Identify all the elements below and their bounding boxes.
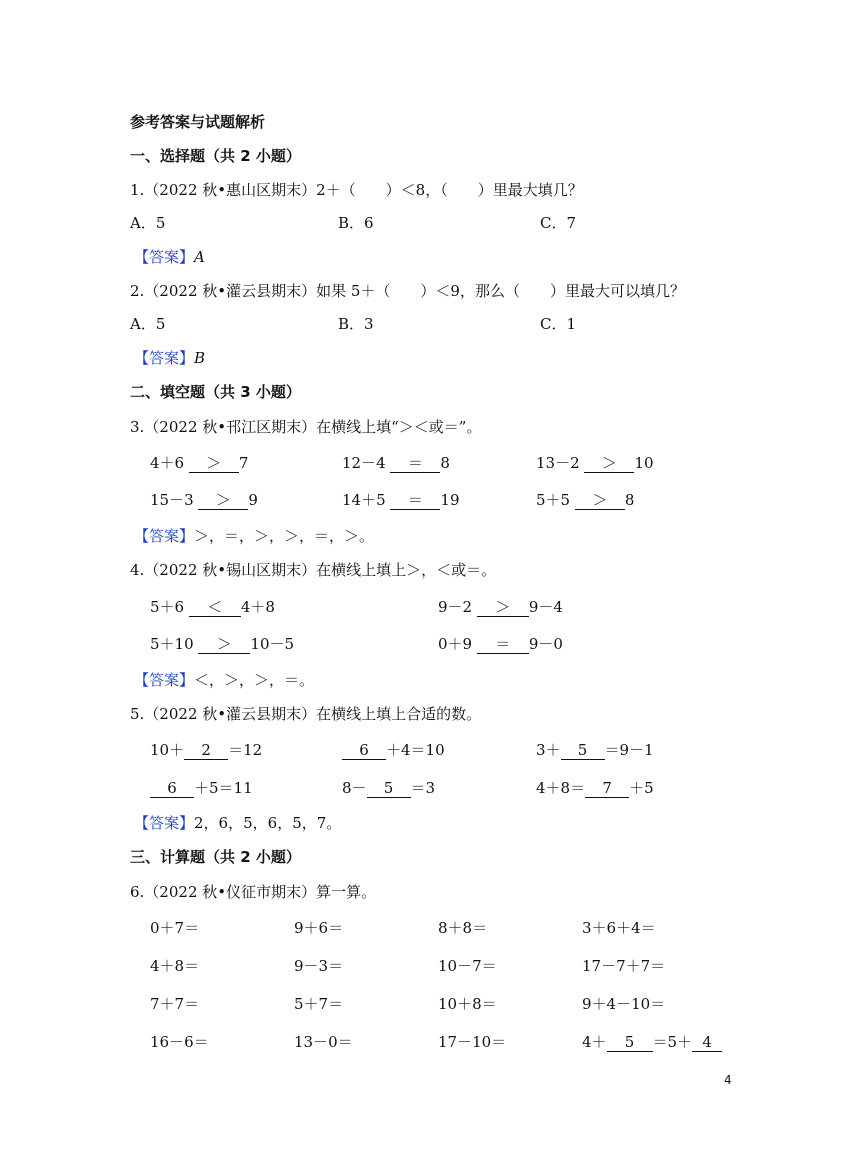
answer-value: ＜，＞，＞，＝。 bbox=[194, 671, 315, 689]
q3-answer bbox=[134, 526, 374, 546]
q3-item bbox=[150, 490, 258, 510]
q3-item bbox=[536, 490, 634, 510]
expr-right: 9－0 bbox=[528, 635, 563, 653]
answer-value: ＞，＝，＞，＞，＝，＞。 bbox=[194, 527, 375, 545]
answer-value: 2，6，5，6，5，7。 bbox=[194, 814, 342, 832]
answer-blank: 6 bbox=[342, 741, 386, 760]
expr-right: ＋5＝11 bbox=[194, 779, 253, 797]
expr-mid: ＝5＋ bbox=[652, 1033, 693, 1051]
calc-item: 9－3＝ bbox=[294, 957, 344, 975]
expr-left: 13－2 bbox=[536, 454, 585, 472]
calc-item: 10＋8＝ bbox=[438, 995, 497, 1013]
calc-item: 17－7＋7＝ bbox=[582, 957, 666, 975]
expr-right: ＋5 bbox=[629, 779, 654, 797]
expr-right: ＝12 bbox=[228, 741, 263, 759]
answer-blank: ＝ bbox=[477, 635, 529, 654]
q1-option-b: B．6 bbox=[338, 214, 374, 232]
q1-option-c: C．7 bbox=[540, 214, 577, 232]
answer-blank: ＝ bbox=[390, 454, 440, 473]
calc-item: 10－7＝ bbox=[438, 957, 497, 975]
expr-right: 7 bbox=[238, 454, 249, 472]
question-1-stem: 1.（2022 秋•惠山区期末）2＋（ ）＜8，（ ）里最大填几？ bbox=[130, 181, 583, 199]
expr-right: 8 bbox=[440, 454, 450, 472]
expr-right: 10－5 bbox=[250, 635, 295, 653]
expr-right: 10 bbox=[634, 454, 654, 472]
answer-blank: 5 bbox=[367, 779, 411, 798]
q4-answer bbox=[134, 670, 314, 690]
answer-blank: 6 bbox=[150, 779, 194, 798]
answer-blank: ＞ bbox=[198, 635, 250, 654]
calc-item: 7＋7＝ bbox=[150, 995, 200, 1013]
expr-right: 8 bbox=[624, 491, 635, 509]
page-number: 4 bbox=[724, 1073, 732, 1087]
q5-item bbox=[342, 740, 445, 760]
answer-tag: 【答案】 bbox=[134, 527, 195, 545]
expr-left: 5＋10 bbox=[150, 635, 199, 653]
answer-tag: 【答案】 bbox=[134, 248, 195, 266]
expr-right: ＝9－1 bbox=[604, 741, 654, 759]
answer-blank: 5 bbox=[561, 741, 605, 760]
q4-item bbox=[150, 597, 275, 617]
q2-option-b: B．3 bbox=[338, 315, 374, 333]
expr-left: 5＋5 bbox=[536, 491, 575, 509]
q3-item bbox=[536, 453, 654, 473]
answer-tag: 【答案】 bbox=[134, 671, 195, 689]
q3-item bbox=[342, 490, 460, 510]
expr-left: 0＋9 bbox=[438, 635, 477, 653]
q4-item bbox=[438, 634, 563, 654]
answer-value: B bbox=[194, 349, 206, 367]
answer-blank: ＞ bbox=[584, 454, 634, 473]
q5-item bbox=[536, 778, 654, 798]
q2-answer bbox=[134, 348, 205, 368]
q5-item bbox=[150, 778, 253, 798]
expr-left: 4＋6 bbox=[150, 454, 189, 472]
answer-blank: 7 bbox=[585, 779, 629, 798]
calc-item-fill bbox=[582, 1032, 722, 1052]
expr-right: ＝3 bbox=[410, 779, 436, 797]
expr-left: 8－ bbox=[342, 779, 367, 797]
calc-item: 8＋8＝ bbox=[438, 919, 488, 937]
calc-item: 13－0＝ bbox=[294, 1033, 353, 1051]
q2-option-a: A．5 bbox=[130, 315, 166, 333]
answer-tag: 【答案】 bbox=[134, 349, 195, 367]
calc-item: 16－6＝ bbox=[150, 1033, 209, 1051]
answer-blank: 5 bbox=[607, 1033, 653, 1052]
expr-left: 5＋6 bbox=[150, 598, 189, 616]
section-heading-choice: 一、选择题（共 2 小题） bbox=[130, 147, 301, 165]
expr-left: 14＋5 bbox=[342, 491, 391, 509]
q5-item bbox=[150, 740, 262, 760]
q1-answer bbox=[134, 247, 205, 267]
expr-left: 12－4 bbox=[342, 454, 391, 472]
q2-option-c: C．1 bbox=[540, 315, 577, 333]
q5-answer bbox=[134, 813, 341, 833]
answer-blank: ＜ bbox=[189, 598, 241, 617]
calc-item: 9＋6＝ bbox=[294, 919, 344, 937]
q1-option-a: A．5 bbox=[130, 214, 166, 232]
expr-left: 4＋ bbox=[582, 1033, 607, 1051]
answer-blank: ＞ bbox=[575, 491, 625, 510]
q5-item bbox=[536, 740, 654, 760]
expr-right: 4＋8 bbox=[240, 598, 275, 616]
section-heading-fill: 二、填空题（共 3 小题） bbox=[130, 383, 301, 401]
expr-right: 9 bbox=[248, 491, 258, 509]
question-3-stem: 3.（2022 秋•邗江区期末）在横线上填“＞＜或＝”。 bbox=[130, 418, 482, 436]
expr-left: 10＋ bbox=[150, 741, 185, 759]
calc-item: 4＋8＝ bbox=[150, 957, 200, 975]
q5-item bbox=[342, 778, 435, 798]
expr-left: 3＋ bbox=[536, 741, 561, 759]
answer-blank: ＞ bbox=[477, 598, 529, 617]
expr-right: 9－4 bbox=[528, 598, 563, 616]
q3-item bbox=[150, 453, 248, 473]
q4-item bbox=[438, 597, 563, 617]
expr-left: 4＋8＝ bbox=[536, 779, 586, 797]
calc-item: 3＋6＋4＝ bbox=[582, 919, 656, 937]
calc-item: 9＋4－10＝ bbox=[582, 995, 666, 1013]
answer-tag: 【答案】 bbox=[134, 814, 195, 832]
question-2-stem: 2.（2022 秋•灌云县期末）如果 5＋（ ）＜9，那么（ ）里最大可以填几？ bbox=[130, 282, 685, 300]
q3-item bbox=[342, 453, 450, 473]
answer-blank: ＞ bbox=[198, 491, 248, 510]
expr-right: 19 bbox=[440, 491, 460, 509]
answer-blank: ＞ bbox=[189, 454, 239, 473]
section-heading-calc: 三、计算题（共 2 小题） bbox=[130, 848, 301, 866]
q4-item bbox=[150, 634, 294, 654]
calc-item: 5＋7＝ bbox=[294, 995, 344, 1013]
calc-item: 17－10＝ bbox=[438, 1033, 507, 1051]
answer-blank: ＝ bbox=[390, 491, 440, 510]
question-4-stem: 4.（2022 秋•锡山区期末）在横线上填上＞，＜或＝。 bbox=[130, 561, 497, 579]
calc-item: 0＋7＝ bbox=[150, 919, 200, 937]
answer-blank: 4 bbox=[692, 1033, 722, 1052]
expr-left: 9－2 bbox=[438, 598, 477, 616]
page-title: 参考答案与试题解析 bbox=[130, 113, 266, 131]
expr-left: 15－3 bbox=[150, 491, 199, 509]
question-5-stem: 5.（2022 秋•灌云县期末）在横线上填上合适的数。 bbox=[130, 705, 482, 723]
answer-value: A bbox=[194, 248, 205, 266]
expr-right: ＋4＝10 bbox=[386, 741, 445, 759]
question-6-stem: 6.（2022 秋•仪征市期末）算一算。 bbox=[130, 883, 377, 901]
answer-blank: 2 bbox=[184, 741, 228, 760]
